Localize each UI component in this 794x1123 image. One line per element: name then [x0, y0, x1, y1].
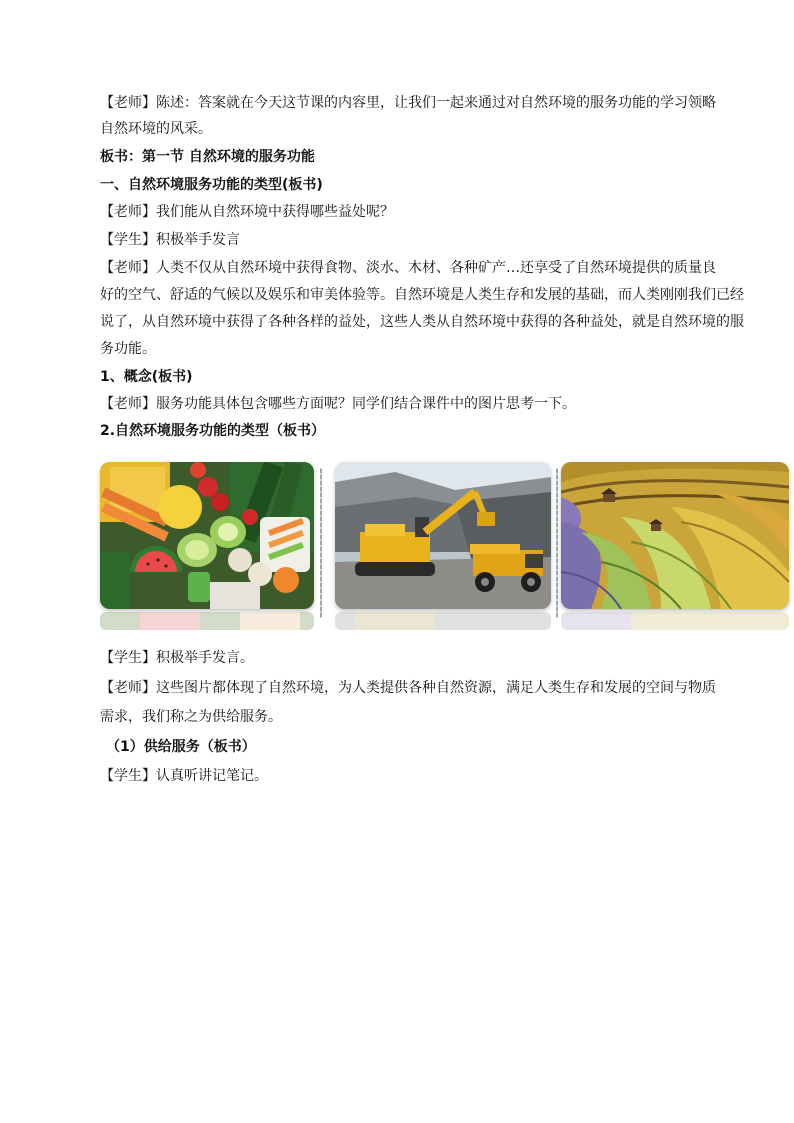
paragraph-teacher-intro-line1: 【老师】陈述：答案就在今天这节课的内容里，让我们一起来通过对自然环境的服务功能的学习领略	[100, 95, 716, 111]
vegetables-fruits-photo	[100, 462, 314, 609]
photo-divider-2	[556, 468, 558, 618]
teacher-supply-explanation-line2: 需求，我们称之为供给服务。	[100, 709, 282, 725]
student-response-1: 【学生】积极举手发言	[100, 232, 240, 248]
photo-divider	[320, 468, 322, 618]
student-response-3: 【学生】认真听讲记笔记。	[100, 768, 268, 784]
photo-strip	[100, 458, 790, 634]
teacher-question-2: 【老师】服务功能具体包含哪些方面呢？同学们结合课件中的图片思考一下。	[100, 396, 576, 412]
teacher-explanation-line1: 【老师】人类不仅从自然环境中获得食物、淡水、木材、各种矿产…还享受了自然环境提供的质量良	[100, 260, 716, 276]
terraces-photo-reflection	[561, 612, 789, 630]
terraced-fields-photo	[561, 462, 789, 609]
mining-excavator-truck-photo	[335, 462, 551, 609]
teacher-explanation-line2: 好的空气、舒适的气候以及娱乐和审美体验等。自然环境是人类生存和发展的基础，而人类刚刚我们已经	[100, 287, 744, 303]
paragraph-teacher-intro-line2: 自然环境的风采。	[100, 121, 212, 137]
vegetables-photo-reflection	[100, 612, 314, 630]
teacher-explanation-line3: 说了，从自然环境中获得了各种各样的益处，这些人类从自然环境中获得的各种益处，就是自然环境的服	[100, 314, 744, 330]
student-response-2: 【学生】积极举手发言。	[100, 650, 254, 666]
concept-heading: 1、概念(板书)	[100, 369, 193, 385]
teacher-explanation-line4: 务功能。	[100, 341, 156, 357]
types-heading: 2.自然环境服务功能的类型（板书）	[100, 423, 326, 439]
teacher-supply-explanation-line1: 【老师】这些图片都体现了自然环境，为人类提供各种自然资源，满足人类生存和发展的空间与物质	[100, 680, 716, 696]
board-title: 板书：第一节 自然环境的服务功能	[100, 149, 315, 165]
teacher-question-1: 【老师】我们能从自然环境中获得哪些益处呢？	[100, 204, 394, 220]
mining-photo-reflection	[335, 612, 551, 630]
section-heading-1: 一、自然环境服务功能的类型(板书)	[100, 177, 323, 193]
supply-service-heading: （1）供给服务（板书）	[106, 739, 256, 755]
